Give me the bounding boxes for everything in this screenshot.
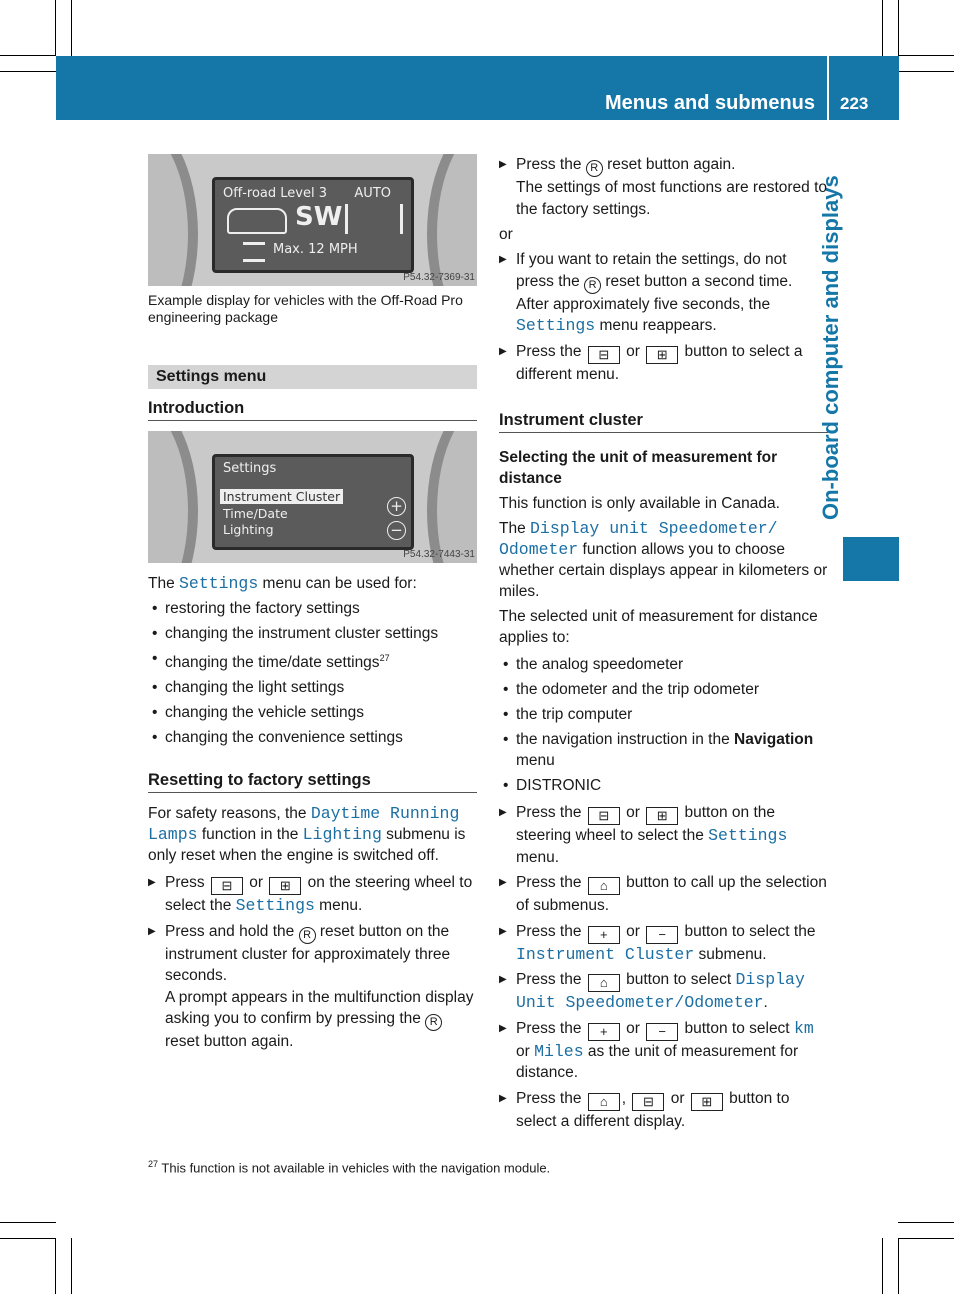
page-number: 223 xyxy=(840,94,869,113)
header-divider xyxy=(827,56,829,120)
plus-icon: + xyxy=(588,1023,620,1041)
step: ▶ Press the ⊟ or ⊞ button to select a different menu. xyxy=(499,341,828,386)
lcd-settings-title: Settings xyxy=(223,461,277,476)
list-item: • the trip computer xyxy=(499,704,828,725)
crop-mark xyxy=(71,1238,72,1294)
header-bar xyxy=(56,56,899,120)
step: ▶ Press the ⌂ button to call up the selection of submenus. xyxy=(499,872,828,917)
crop-mark xyxy=(71,0,72,56)
paragraph: This function is only available in Canada. xyxy=(499,495,780,512)
subsection-heading: Resetting to factory settings xyxy=(148,771,477,793)
crop-mark xyxy=(0,1238,56,1239)
crop-mark xyxy=(898,0,899,56)
right-column xyxy=(499,154,828,1132)
footnote: $^{27}$ This function is not available in vehicles with the navigation module. xyxy=(148,1159,551,1176)
step: ▶ Press the ⌂ button to select Display Unit Speedometer/Odometer. xyxy=(499,969,828,1014)
settings-uses-list xyxy=(148,598,477,748)
figure-caption: Example display for vehicles with the Off-Road Pro engineering package xyxy=(148,292,463,325)
crop-mark xyxy=(0,1222,56,1223)
subsection-heading: Introduction xyxy=(148,399,477,421)
menu-forward-icon: ⊞ xyxy=(269,877,301,895)
drivetrain-icon xyxy=(345,204,403,234)
menu-back-icon: ⊟ xyxy=(632,1093,664,1111)
step: ▶ Press the R reset button again. The settings of most functions are restored to the factory settings. xyxy=(499,154,828,220)
crop-mark xyxy=(0,55,56,56)
lcd-menu-item: Instrument Cluster xyxy=(220,489,343,504)
lcd-max-speed: Max. 12 MPH xyxy=(273,242,358,257)
minus-icon: − xyxy=(387,521,406,540)
figure-code: P54.32-7443-31 xyxy=(403,549,475,560)
or-text: or xyxy=(499,226,513,243)
lcd-offroad-level: Off-road Level 3 xyxy=(223,186,327,201)
menu-back-icon: ⊟ xyxy=(588,346,620,364)
list-item: • changing the vehicle settings xyxy=(148,702,477,723)
up-arrow-icon: ⌂ xyxy=(588,877,620,895)
list-item: • changing the time/date settings$^{27}$ xyxy=(148,648,477,673)
lcd-menu-item: Lighting xyxy=(223,522,274,537)
list-item: • changing the instrument cluster settings xyxy=(148,623,477,644)
crop-mark xyxy=(898,1222,954,1223)
lcd-mode: SW xyxy=(295,202,343,232)
left-column xyxy=(148,154,477,1053)
menu-forward-icon: ⊞ xyxy=(646,807,678,825)
reset-button-icon: R xyxy=(299,927,316,944)
crop-mark xyxy=(898,71,954,72)
list-item: • DISTRONIC xyxy=(499,775,828,796)
crop-mark xyxy=(55,0,56,56)
intro-text: The Settings menu can be used for: xyxy=(148,574,417,593)
reset-button-icon: R xyxy=(425,1014,442,1031)
paragraph: The selected unit of measurement for distance applies to: xyxy=(499,608,818,646)
lcd-menu-item: Time/Date xyxy=(223,506,288,521)
plus-icon: + xyxy=(588,926,620,944)
step: ▶ Press the ⌂ , ⊟ or ⊞ button to select a different display. xyxy=(499,1088,828,1133)
section-title: Menus and submenus xyxy=(604,92,815,114)
step: ▶ Press the + or − button to select the Instrument Cluster submenu. xyxy=(499,921,828,966)
chapter-title: On-board computer and displays xyxy=(818,175,843,520)
crop-mark xyxy=(0,71,56,72)
list-item: • the navigation instruction in the Navigation menu xyxy=(499,729,828,771)
up-arrow-icon: ⌂ xyxy=(588,1093,620,1111)
reset-button-icon: R xyxy=(584,277,601,294)
step: ▶ Press the + or − button to select km or Miles as the unit of measurement for distance. xyxy=(499,1018,828,1084)
menu-forward-icon: ⊞ xyxy=(646,346,678,364)
crop-mark xyxy=(882,1238,883,1294)
settings-display-image xyxy=(148,431,477,563)
paragraph: For safety reasons, the Daytime Running Lamps function in the Lighting submenu is only reset when the engine is switched off. xyxy=(148,804,466,865)
list-item: • restoring the factory settings xyxy=(148,598,477,619)
speed-icon xyxy=(243,242,265,262)
task-heading: Selecting the unit of measurement for distance xyxy=(499,449,778,487)
step: ▶ If you want to retain the settings, do not press the R reset button a second time. After approximately five seconds, the Settings menu reappears. xyxy=(499,249,828,337)
reset-button-icon: R xyxy=(586,160,603,177)
crop-mark xyxy=(898,55,954,56)
step: ▶ Press and hold the R reset button on the instrument cluster for approximately three seconds. A prompt appears in the multifunction display asking you to confirm by pressing the R reset button again. xyxy=(148,921,477,1053)
lcd-auto: AUTO xyxy=(354,186,391,201)
subsection-heading: Instrument cluster xyxy=(499,411,828,433)
section-heading: Settings menu xyxy=(148,365,477,389)
step: ▶ Press ⊟ or ⊞ on the steering wheel to select the Settings menu. xyxy=(148,872,477,917)
plus-icon: + xyxy=(387,497,406,516)
menu-forward-icon: ⊞ xyxy=(691,1093,723,1111)
chapter-tab xyxy=(843,537,899,581)
offroad-display-image xyxy=(148,154,477,286)
minus-icon: − xyxy=(646,926,678,944)
list-item: • the analog speedometer xyxy=(499,654,828,675)
crop-mark xyxy=(898,1238,899,1294)
paragraph: The Display unit Speedometer/ Odometer function allows you to choose whether certain displays appear in kilometers or miles. xyxy=(499,519,828,600)
figure-code: P54.32-7369-31 xyxy=(403,272,475,283)
up-arrow-icon: ⌂ xyxy=(588,974,620,992)
list-item: • the odometer and the trip odometer xyxy=(499,679,828,700)
minus-icon: − xyxy=(646,1023,678,1041)
crop-mark xyxy=(882,0,883,56)
menu-back-icon: ⊟ xyxy=(211,877,243,895)
crop-mark xyxy=(55,1238,56,1294)
vehicle-icon xyxy=(227,208,287,234)
menu-back-icon: ⊟ xyxy=(588,807,620,825)
crop-mark xyxy=(898,1238,954,1239)
applies-list xyxy=(499,654,828,796)
step: ▶ Press the ⊟ or ⊞ button on the steering wheel to select the Settings menu. xyxy=(499,802,828,868)
list-item: • changing the convenience settings xyxy=(148,727,477,748)
list-item: • changing the light settings xyxy=(148,677,477,698)
